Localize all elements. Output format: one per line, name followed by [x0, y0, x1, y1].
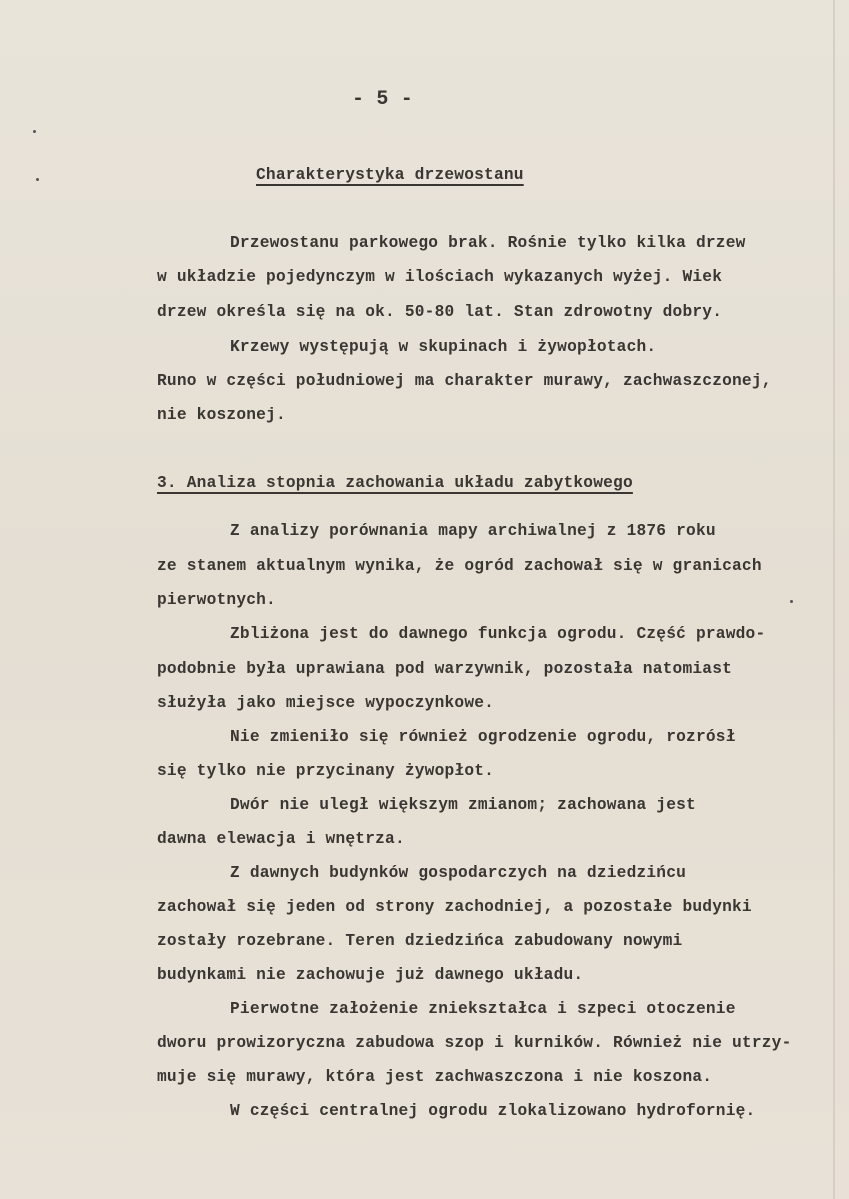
- paragraph-line: służyła jako miejsce wypoczynkowe.: [157, 694, 495, 712]
- paragraph-line: dworu prowizoryczna zabudowa szop i kurników. Również nie utrzy-: [157, 1034, 792, 1052]
- page-number: - 5 -: [352, 88, 414, 111]
- paragraph-line: w układzie pojedynczym w ilościach wykazanych wyżej. Wiek: [157, 268, 723, 286]
- paragraph-line: podobnie była uprawiana pod warzywnik, pozostała natomiast: [157, 660, 733, 678]
- section-title-analiza: 3. Analiza stopnia zachowania układu zabytkowego: [157, 474, 633, 492]
- paragraph-line: dawna elewacja i wnętrza.: [157, 830, 405, 848]
- paragraph-line: się tylko nie przycinany żywopłot.: [157, 762, 495, 780]
- paragraph-line: ze stanem aktualnym wynika, że ogród zachował się w granicach: [157, 557, 762, 575]
- page-edge: [833, 0, 835, 1199]
- paragraph-line: zostały rozebrane. Teren dziedzińca zabudowany nowymi: [157, 932, 683, 950]
- paragraph-line: pierwotnych.: [157, 591, 276, 609]
- paragraph-line: budynkami nie zachowuje już dawnego układu.: [157, 966, 584, 984]
- speck: [790, 600, 793, 603]
- paragraph-line: Nie zmieniło się również ogrodzenie ogrodu, rozrósł: [230, 728, 736, 746]
- paragraph-line: zachował się jeden od strony zachodniej, a pozostałe budynki: [157, 898, 752, 916]
- paragraph-line: Zbliżona jest do dawnego funkcja ogrodu. Część prawdo-: [230, 625, 766, 643]
- speck: [33, 130, 36, 133]
- paragraph-line: nie koszonej.: [157, 406, 286, 424]
- paragraph-line: Dwór nie uległ większym zmianom; zachowana jest: [230, 796, 696, 814]
- section-title-drzewostan: Charakterystyka drzewostanu: [256, 166, 524, 184]
- speck: [36, 178, 39, 181]
- paragraph-line: Pierwotne założenie zniekształca i szpeci otoczenie: [230, 1000, 736, 1018]
- paragraph-line: muje się murawy, która jest zachwaszczona i nie koszona.: [157, 1068, 713, 1086]
- paragraph-line: Z dawnych budynków gospodarczych na dziedzińcu: [230, 864, 687, 882]
- paragraph-line: Runo w części południowej ma charakter murawy, zachwaszczonej,: [157, 372, 772, 390]
- paragraph-line: drzew określa się na ok. 50-80 lat. Stan zdrowotny dobry.: [157, 303, 723, 321]
- paragraph-line: Drzewostanu parkowego brak. Rośnie tylko kilka drzew: [230, 234, 746, 252]
- paragraph-line: Z analizy porównania mapy archiwalnej z 1876 roku: [230, 522, 716, 540]
- paragraph-line: Krzewy występują w skupinach i żywopłotach.: [230, 338, 657, 356]
- paragraph-line: W części centralnej ogrodu zlokalizowano hydrofornię.: [230, 1102, 756, 1120]
